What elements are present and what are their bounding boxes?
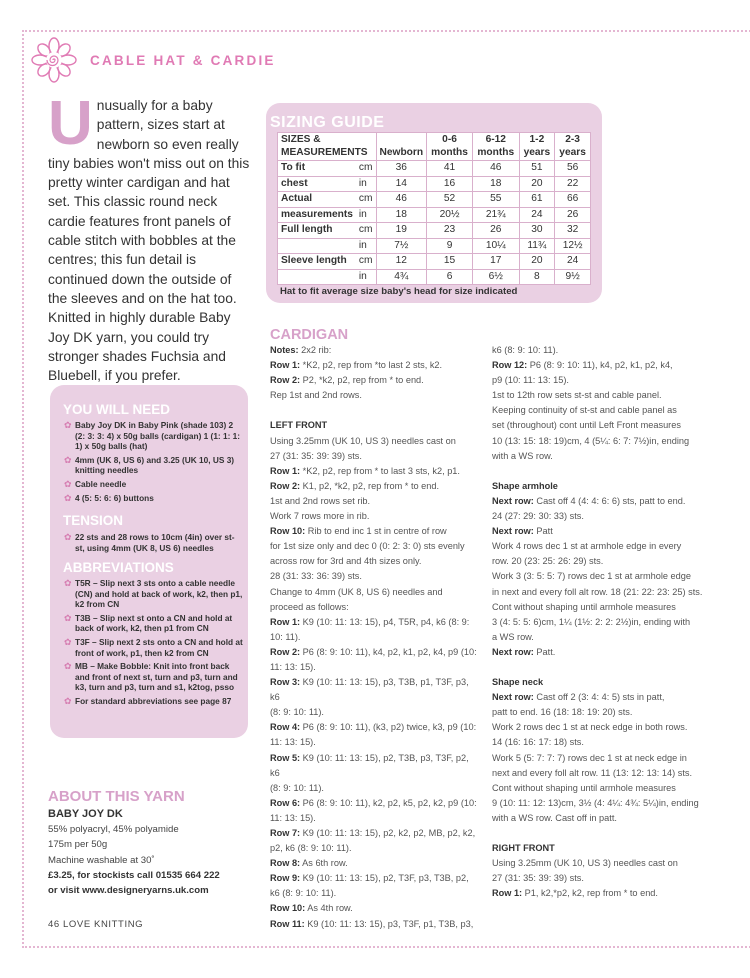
row-instruction: 1st to 12th row sets st-st and cable panel. [492,390,662,401]
measurement-value: 9 [427,238,473,254]
pattern-line [492,720,712,735]
measurement-value: 32 [555,223,591,239]
row-label: Notes: [270,345,299,355]
row-label: Row 7: [270,828,301,838]
measurement-unit: cm [356,192,376,208]
row-instruction: 10: 11). [270,631,301,642]
row-instruction: 10 (13: 15: 18: 19)cm, 4 (5¼: 6: 7: 7½)in, ending [492,435,690,446]
abbreviations-list [64,578,244,710]
row-instruction: Patt [533,526,553,537]
size-column-header: 0-6 months [427,133,473,161]
row-instruction: Cont without shaping until armhole measures [492,782,676,793]
row-instruction: proceed as follows: [270,601,349,612]
list-item [64,661,244,693]
sizing-row [278,161,591,177]
measurement-value: 66 [555,192,591,208]
row-label: Row 8: [270,858,301,869]
yarn-heading: ABOUT THIS YARN [48,788,185,805]
measurement-label: measurements [278,207,356,223]
pattern-line [492,630,712,645]
list-item-text: 4 (5: 5: 6: 6) buttons [75,492,154,503]
measurement-value: 22 [555,176,591,192]
row-instruction: set (throughout) cont until Left Front measures [492,420,681,431]
row-instruction: (8: 9: 10: 11). [270,782,324,793]
bullet-flower-icon: ✿ [64,532,72,542]
list-item-text: Cable needle [75,478,127,489]
yarn-website: or visit www.designeryarns.uk.com [48,885,209,897]
pattern-line [492,781,712,796]
measurement-value: 26 [472,223,519,239]
cardigan-heading: CARDIGAN [270,327,349,343]
measurement-value: 15 [427,254,473,270]
row-instruction: 1st and 2nd rows set rib. [270,495,371,506]
list-item-text: 22 sts and 28 rows to 10cm (4in) over st-st, using 4mm (UK 8, US 6) needles [75,532,235,553]
pattern-line [270,841,480,856]
pattern-line [492,796,712,811]
pattern-line [270,645,480,660]
pattern-line [492,886,712,901]
measurement-value: 4¾ [376,269,427,285]
page-number: 46 [48,919,60,930]
row-label: Row 4: [270,722,301,733]
measurement-value: 20 [519,176,555,192]
measurement-unit: in [356,238,376,254]
pattern-line [492,554,712,569]
measurement-value: 19 [376,223,427,239]
row-instruction: k6 (8: 9: 10: 11). [270,888,337,899]
row-instruction: Cast off 4 (4: 4: 6: 6) sts, patt to end. [533,495,686,506]
row-instruction: Keeping continuity of st-st and cable panel as [492,405,677,416]
row-instruction: 9 (10: 11: 12: 13)cm, 3½ (4: 4¼: 4¾: 5¼)in, ending [492,797,699,808]
sizes-measurements-label: SIZES & MEASUREMENTS [278,133,377,161]
measurement-value: 18 [472,176,519,192]
sizing-guide-title: SIZING GUIDE [270,114,385,131]
measurement-unit: in [356,269,376,285]
row-label: Row 12: [492,360,528,371]
row-instruction: Using 3.25mm (UK 10, US 3) needles cast on [270,435,456,446]
pattern-line [492,494,712,509]
measurement-value: 24 [519,207,555,223]
row-instruction: Cast off 2 (3: 4: 4: 5) sts in patt, [533,692,665,703]
measurement-unit: cm [356,223,376,239]
measurement-label: To fit [278,161,356,177]
row-instruction: next and every foll alt row. 11 (13: 12: 13: 14) sts. [492,767,693,778]
measurement-value: 10¼ [472,238,519,254]
row-instruction: 11: 13: 15). [270,812,316,823]
measurement-label [278,238,356,254]
measurement-label: Sleeve length [278,254,356,270]
row-instruction: *K2, p2, rep from * to last 3 sts, k2, p1. [300,465,460,476]
size-column-header: 2-3 years [555,133,591,161]
row-instruction: P6 (8: 9: 10: 11), k2, p2, k5, p2, k2, p9 (10: [300,797,477,808]
you-will-need-heading: YOU WILL NEED [63,402,171,417]
pattern-line [270,675,480,705]
page-title: CABLE HAT & CARDIE [90,53,276,68]
sizing-row [278,269,591,285]
measurement-value: 6½ [472,269,519,285]
pattern-line [270,585,480,600]
measurement-value: 46 [472,161,519,177]
list-item-text: T3B – Slip next st onto a CN and hold at back of work, k2, then p1 from CN [75,612,233,634]
list-item [64,455,244,476]
row-instruction: K9 (10: 11: 13: 15), p3, T3F, p1, T3B, p3, [304,918,474,929]
row-label: Row 1: [270,616,301,627]
pattern-line [270,811,480,826]
measurement-unit: cm [356,254,376,270]
row-label: Next row: [492,646,534,657]
pattern-line [492,735,712,750]
list-item-text: For standard abbreviations see page 87 [75,695,232,706]
pattern-line [492,751,712,766]
sizing-table [277,132,591,285]
pattern-line [492,645,712,660]
magazine-name: LOVE KNITTING [63,919,144,930]
row-instruction: k6 (8: 9: 10: 11). [492,345,559,355]
measurement-label [278,269,356,285]
bullet-flower-icon: ✿ [64,478,72,489]
measurement-value: 17 [472,254,519,270]
row-instruction: with a WS row. [492,450,553,461]
measurement-value: 12½ [555,238,591,254]
section-heading: Shape armhole [492,480,558,491]
abbreviations-heading: ABBREVIATIONS [63,560,174,575]
measurement-label: Full length [278,223,356,239]
bullet-flower-icon: ✿ [64,578,72,588]
pattern-line [492,434,712,449]
row-instruction: Work 5 (5: 7: 7: 7) rows dec 1 st at neck edge in [492,752,687,763]
pattern-line [270,434,480,449]
measurement-value: 16 [427,176,473,192]
pattern-line [270,358,480,373]
row-instruction: a WS row. [492,631,534,642]
pattern-line [492,615,712,630]
measurement-label: Actual [278,192,356,208]
pattern-line [492,373,712,388]
flower-icon [30,36,78,84]
pattern-line [270,826,480,841]
pattern-line [270,886,480,901]
bullet-flower-icon: ✿ [64,454,72,465]
row-instruction: Rep 1st and 2nd rows. [270,390,362,401]
row-label: Next row: [492,692,534,703]
list-item-text: T3F – Slip next 2 sts onto a CN and hold at front of work, p1, then k2 from CN [75,636,243,658]
pattern-line [270,720,480,735]
measurement-unit: in [356,176,376,192]
pattern-line [492,690,712,705]
row-label: Row 9: [270,873,301,884]
measurement-value: 23 [427,223,473,239]
pattern-line [492,826,712,841]
pattern-line [270,464,480,479]
measurement-unit: cm [356,161,376,177]
row-label: Next row: [492,495,534,506]
yarn-stockists: £3.25, for stockists call 01535 664 222 [48,869,220,881]
pattern-line [492,524,712,539]
yarn-composition: 55% polyacryl, 45% polyamide [48,824,179,836]
row-instruction: 2x2 rib: [298,345,332,355]
list-item-text: MB – Make Bobble: Knit into front back and front of next st, turn and p3, turn and k3, turn and p3, turn and s1, k2tog, psso [75,661,238,693]
measurement-value: 26 [555,207,591,223]
measurement-value: 55 [472,192,519,208]
measurement-value: 52 [427,192,473,208]
measurement-value: 41 [427,161,473,177]
intro-paragraph [48,89,253,385]
row-instruction: P1, k2,*p2, k2, rep from * to end. [522,888,658,899]
pattern-line [270,917,480,932]
sizing-row [278,176,591,192]
list-item [64,493,244,504]
row-label: Row 2: [270,646,301,657]
section-heading: RIGHT FRONT [492,843,555,854]
row-instruction: Rib to end inc 1 st in centre of row [305,526,447,537]
pattern-line [270,796,480,811]
bullet-flower-icon: ✿ [64,661,72,672]
bullet-flower-icon: ✿ [64,636,72,647]
row-instruction: Patt. [533,646,556,657]
row-label: Row 10: [270,903,306,914]
row-instruction: across row for 3rd and 4th sizes only. [270,556,422,567]
pattern-line [270,388,480,403]
measurement-value: 7½ [376,238,427,254]
row-instruction: (8: 9: 10: 11). [270,707,324,718]
row-instruction: K9 (10: 11: 13: 15), p4, T5R, p4, k6 (8: 9: [300,616,470,627]
size-column-header: 6-12 months [472,133,519,161]
row-instruction: P2, *k2, p2, rep from * to end. [300,375,424,386]
measurement-value: 46 [376,192,427,208]
row-instruction: K9 (10: 11: 13: 15), p3, T3B, p1, T3F, p3, k6 [270,677,469,703]
pattern-line [270,630,480,645]
list-item [64,420,244,452]
row-instruction: Cont without shaping until armhole measures [492,601,676,612]
measurement-value: 6 [427,269,473,285]
measurement-value: 20 [519,254,555,270]
pattern-line [270,856,480,871]
list-item-text: Baby Joy DK in Baby Pink (shade 103) 2 (2: 3: 3: 4) x 50g balls (cardigan) 1 (1: 1: 1: 1) x 50g balls (hat) [75,420,241,452]
pattern-line [270,705,480,720]
pattern-line [270,343,480,358]
list-item [64,578,244,610]
drop-cap: U [48,89,93,158]
pattern-line [492,856,712,871]
yarn-care: Machine washable at 30˚ [48,854,155,866]
pattern-line [270,751,480,781]
sizing-row [278,207,591,223]
list-item [64,637,244,658]
row-label: Row 6: [270,797,301,808]
row-instruction: K9 (10: 11: 13: 15), p2, k2, p2, MB, p2, k2, [300,828,476,838]
measurement-value: 18 [376,207,427,223]
list-item-text: T5R – Slip next 3 sts onto a cable needle (CN) and hold at back of work, k2, then p1, k2 from CN [75,578,243,610]
measurement-value: 9½ [555,269,591,285]
measurement-value: 61 [519,192,555,208]
pattern-line [270,569,480,584]
row-instruction: p9 (10: 11: 13: 15). [492,375,569,386]
row-label: Row 1: [270,465,301,476]
row-label: Row 11: [270,918,305,929]
list-item-text: 4mm (UK 8, US 6) and 3.25 (UK 10, US 3) knitting needles [75,454,235,476]
page-footer [48,919,143,930]
list-item [64,479,244,490]
row-instruction: 27 (31: 35: 39: 39) sts. [270,450,362,461]
pattern-line [492,464,712,479]
row-instruction: K1, p2, *k2, p2, rep from * to end. [300,480,440,491]
tension-heading: TENSION [63,513,124,528]
list-item [64,696,244,707]
row-instruction: 28 (31: 33: 36: 39) sts. [270,571,362,582]
row-label: Row 3: [270,677,301,688]
sizing-rows [278,161,591,285]
row-instruction: 24 (27: 29: 30: 33) sts. [492,511,584,522]
row-label: Row 10: [270,526,306,537]
tension-list [64,532,244,556]
measurement-unit: in [356,207,376,223]
pattern-line [270,524,480,539]
pattern-line [492,569,712,584]
yarn-name: BABY JOY DK [48,808,123,820]
row-label: Row 2: [270,480,301,491]
measurement-value: 21¾ [472,207,519,223]
bullet-flower-icon: ✿ [64,492,72,503]
sizing-header-row [278,133,591,161]
pattern-line [270,403,480,418]
measurement-value: 30 [519,223,555,239]
measurement-value: 8 [519,269,555,285]
row-label: Row 5: [270,752,301,763]
row-label: Row 2: [270,375,301,386]
row-instruction: P6 (8: 9: 10: 11), k4, p2, k1, p2, k4, [527,360,673,371]
row-label: Next row: [492,526,534,537]
pattern-line [492,871,712,886]
bullet-flower-icon: ✿ [64,695,72,706]
pattern-line [270,554,480,569]
row-instruction: p2, k6 (8: 9: 10: 11). [270,843,352,854]
size-column-header: Newborn [376,133,427,161]
row-instruction: P6 (8: 9: 10: 11), k4, p2, k1, p2, k4, p9 (10: [300,646,477,657]
sizing-row [278,192,591,208]
row-instruction: 3 (4: 5: 5: 6)cm, 1¼ (1½: 2: 2: 2½)in, ending with [492,616,691,627]
pattern-line [270,781,480,796]
measurement-value: 20½ [427,207,473,223]
yarn-length: 175m per 50g [48,839,108,851]
row-instruction: Work 3 (3: 5: 5: 7) rows dec 1 st at armhole edge [492,571,691,582]
pattern-line [492,509,712,524]
pattern-line [270,871,480,886]
bullet-flower-icon: ✿ [64,612,72,623]
pattern-line [270,539,480,554]
pattern-line [492,705,712,720]
yarn-info [48,807,258,898]
pattern-column-1 [270,343,480,932]
pattern-line [492,811,712,826]
you-will-need-list [64,420,244,506]
list-item [64,613,244,634]
bullet-flower-icon: ✿ [64,420,72,430]
pattern-line [492,388,712,403]
pattern-line [270,494,480,509]
row-instruction: 11: 13: 15). [270,661,316,672]
measurement-value: 24 [555,254,591,270]
pattern-line [492,343,712,358]
row-instruction: K9 (10: 11: 13: 15), p2, T3B, p3, T3F, p2, k6 [270,752,469,778]
row-label: Row 1: [492,888,523,899]
pattern-line [492,449,712,464]
pattern-line [492,403,712,418]
list-item [64,532,244,553]
row-instruction: Work 2 rows dec 1 st at neck edge in both rows. [492,722,688,733]
pattern-line [492,539,712,554]
row-instruction: patt to end. 16 (18: 18: 19: 20) sts. [492,707,633,718]
pattern-line [270,615,480,630]
measurement-value: 51 [519,161,555,177]
row-instruction: 27 (31: 35: 39: 39) sts. [492,873,584,884]
section-heading: Shape neck [492,677,544,688]
row-instruction: with a WS row. Cast off in patt. [492,812,617,823]
size-column-header: 1-2 years [519,133,555,161]
row-instruction: P6 (8: 9: 10: 11), (k3, p2) twice, k3, p9 (10: [300,722,477,733]
section-heading: LEFT FRONT [270,420,328,431]
pattern-line [492,660,712,675]
pattern-line [270,373,480,388]
pattern-line [270,600,480,615]
pattern-line [270,479,480,494]
row-instruction: As 4th row. [305,903,353,914]
row-instruction: for 1st size only and dec 0 (0: 2: 3: 0) sts evenly [270,541,465,552]
measurement-value: 14 [376,176,427,192]
sizing-note: Hat to fit average size baby's head for size indicated [280,286,518,297]
pattern-column-2 [492,343,712,901]
pattern-line [492,766,712,781]
pattern-line [492,358,712,373]
pattern-line [270,449,480,464]
row-instruction: in next and every foll alt row. 18 (21: 22: 23: 25) sts. [492,586,703,597]
pattern-line [492,600,712,615]
pattern-line [270,509,480,524]
pattern-line [270,660,480,675]
row-instruction: Using 3.25mm (UK 10, US 3) needles cast on [492,858,678,869]
pattern-line [270,901,480,916]
row-label: Row 1: [270,360,301,371]
measurement-value: 11¾ [519,238,555,254]
row-instruction: Work 4 rows dec 1 st at armhole edge in every [492,541,682,552]
row-instruction: 14 (16: 16: 17: 18) sts. [492,737,584,748]
pattern-line [492,585,712,600]
row-instruction: 11: 13: 15). [270,737,316,748]
measurement-value: 36 [376,161,427,177]
row-instruction: K9 (10: 11: 13: 15), p2, T3F, p3, T3B, p2, [300,873,469,884]
row-instruction: Work 7 rows more in rib. [270,511,370,522]
pattern-line [270,735,480,750]
sizing-row [278,223,591,239]
row-instruction: *K2, p2, rep from *to last 2 sts, k2. [300,360,443,371]
pattern-line [492,418,712,433]
sizing-row [278,254,591,270]
measurement-label: chest [278,176,356,192]
sizing-row [278,238,591,254]
measurement-value: 12 [376,254,427,270]
row-instruction: Change to 4mm (UK 8, US 6) needles and [270,586,443,597]
row-instruction: row. 20 (23: 25: 26: 29) sts. [492,556,604,567]
row-instruction: As 6th row. [300,858,348,869]
intro-text: nusually for a baby pattern, sizes start at newborn so even really tiny babies won't miss out on this pretty winter cardigan and hat set. This classic round neck cardie features front panels of cable stitch with bobbles at the centres; this fun detail is continued down the outside of the sleeves and on the hat too. Knitted in highly durable Baby Joy DK yarn, you could try stronger shades Fuchsia and Bluebell, if you prefer. [48,98,250,384]
measurement-value: 56 [555,161,591,177]
